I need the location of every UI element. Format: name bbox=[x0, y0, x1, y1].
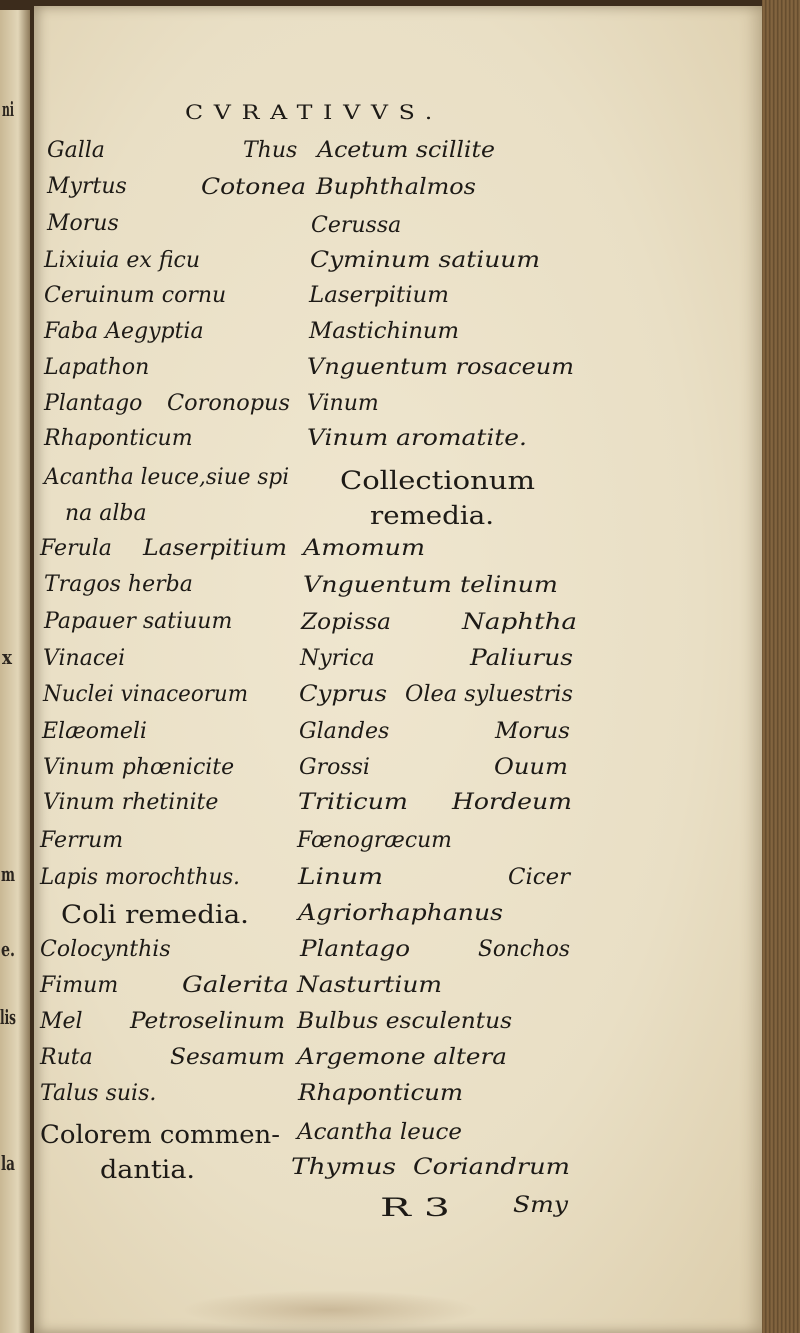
entry-far-right: Sonchos bbox=[478, 937, 571, 962]
entry-far-right: Coriandrum bbox=[413, 1155, 571, 1180]
entry-right: Laserpitium bbox=[309, 283, 449, 308]
entry-left: Acantha leuce,siue spi bbox=[44, 465, 290, 490]
entry-right: Vinum bbox=[307, 391, 379, 416]
entry-left: Morus bbox=[47, 211, 119, 236]
entry-right: Linum bbox=[298, 865, 384, 890]
entry-left: Talus suis. bbox=[40, 1081, 157, 1106]
entry-right: Vnguentum telinum bbox=[303, 573, 558, 598]
page-block-edge bbox=[762, 0, 800, 1333]
section-heading: Colorem commen- bbox=[40, 1120, 281, 1149]
section-heading: Coli remedia. bbox=[61, 900, 249, 929]
section-heading: dantia. bbox=[100, 1155, 196, 1184]
entry-left: Vinacei bbox=[43, 646, 126, 671]
entry-left: Faba Aegyptia bbox=[44, 319, 204, 344]
section-heading: Collectionum bbox=[340, 466, 536, 495]
entry-left: Lapathon bbox=[44, 355, 150, 380]
entry-middle: Thus bbox=[243, 138, 298, 163]
entry-right: Cyminum satiuum bbox=[310, 248, 541, 273]
entry-right: Nasturtium bbox=[297, 973, 443, 998]
entry-left: Galla bbox=[47, 138, 105, 163]
entry-left: Lixiuia ex ficu bbox=[44, 248, 200, 273]
entry-right: Cyprus bbox=[299, 682, 387, 707]
entry-right: Acetum scillite bbox=[317, 138, 495, 163]
entry-far-right: Hordeum bbox=[452, 790, 573, 815]
entry-left: Fimum bbox=[40, 973, 119, 998]
entry-right: Grossi bbox=[299, 755, 370, 780]
entry-left: Rhaponticum bbox=[44, 426, 193, 451]
entry-left: na alba bbox=[65, 501, 147, 526]
entry-far-right: Olea syluestris bbox=[405, 682, 573, 707]
running-head: CVRATIVVS. bbox=[185, 100, 443, 124]
entry-right: Fœnogræcum bbox=[297, 828, 452, 853]
entry-right: Thymus bbox=[291, 1155, 397, 1180]
entry-right: Argemone altera bbox=[297, 1045, 507, 1070]
entry-left: Plantago bbox=[44, 391, 143, 416]
entry-left: Ferrum bbox=[40, 828, 124, 853]
entry-right: Buphthalmos bbox=[316, 175, 476, 200]
entry-far-right: Paliurus bbox=[470, 646, 574, 671]
entry-left: Colocynthis bbox=[40, 937, 171, 962]
entry-left: Tragos herba bbox=[44, 572, 193, 597]
entry-right: Amomum bbox=[303, 536, 425, 561]
entry-left: Nuclei vinaceorum bbox=[43, 682, 249, 707]
entry-far-right: Naphtha bbox=[462, 610, 578, 635]
entry-middle: Sesamum bbox=[170, 1045, 286, 1070]
facing-page-fragment: lis bbox=[0, 1005, 16, 1029]
entry-right: Nyrica bbox=[300, 646, 375, 671]
entry-right: Glandes bbox=[299, 719, 390, 744]
entry-left: Lapis morochthus. bbox=[40, 865, 240, 890]
entry-right: Bulbus esculentus bbox=[297, 1009, 513, 1034]
page-stain bbox=[180, 1290, 480, 1330]
entry-right: Triticum bbox=[298, 790, 408, 815]
facing-page-fragment: m bbox=[1, 862, 15, 886]
entry-left: Vinum rhetinite bbox=[43, 790, 219, 815]
facing-page-edge bbox=[0, 10, 30, 1333]
entry-far-right: Cicer bbox=[508, 865, 571, 890]
entry-right: Plantago bbox=[300, 937, 411, 962]
entry-right: Rhaponticum bbox=[298, 1081, 464, 1106]
facing-page-fragment: e. bbox=[1, 937, 15, 961]
catchword: Smy bbox=[513, 1193, 569, 1218]
section-heading: remedia. bbox=[370, 501, 494, 530]
entry-right: Mastichinum bbox=[309, 319, 460, 344]
entry-middle: Galerita bbox=[182, 973, 289, 998]
entry-right: Cerussa bbox=[311, 213, 402, 238]
entry-left: Ceruinum cornu bbox=[44, 283, 227, 308]
entry-far-right: Ouum bbox=[494, 755, 568, 780]
entry-left: Ruta bbox=[40, 1045, 93, 1070]
facing-page-fragment: la bbox=[1, 1151, 16, 1175]
entry-left: Mel bbox=[40, 1009, 83, 1034]
entry-right: Agriorhaphanus bbox=[298, 901, 504, 926]
entry-middle: Cotonea bbox=[201, 175, 307, 200]
entry-left: Vinum phœnicite bbox=[43, 755, 235, 780]
facing-page-fragment: ni bbox=[2, 97, 15, 121]
entry-right: Zopissa bbox=[301, 610, 391, 635]
entry-left: Elæomeli bbox=[42, 719, 147, 744]
entry-middle: Laserpitium bbox=[143, 536, 287, 561]
entry-left: Ferula bbox=[40, 536, 112, 561]
entry-middle: Coronopus bbox=[167, 391, 290, 416]
facing-page-fragment: x bbox=[2, 645, 13, 669]
entry-far-right: Morus bbox=[495, 719, 570, 744]
entry-left: Myrtus bbox=[47, 174, 127, 199]
signature-mark: R 3 bbox=[380, 1193, 451, 1222]
entry-right: Vnguentum rosaceum bbox=[307, 355, 574, 380]
entry-right: Vinum aromatite. bbox=[307, 426, 527, 451]
entry-middle: Petroselinum bbox=[130, 1009, 285, 1034]
entry-left: Papauer satiuum bbox=[44, 609, 233, 634]
entry-right: Acantha leuce bbox=[297, 1120, 462, 1145]
